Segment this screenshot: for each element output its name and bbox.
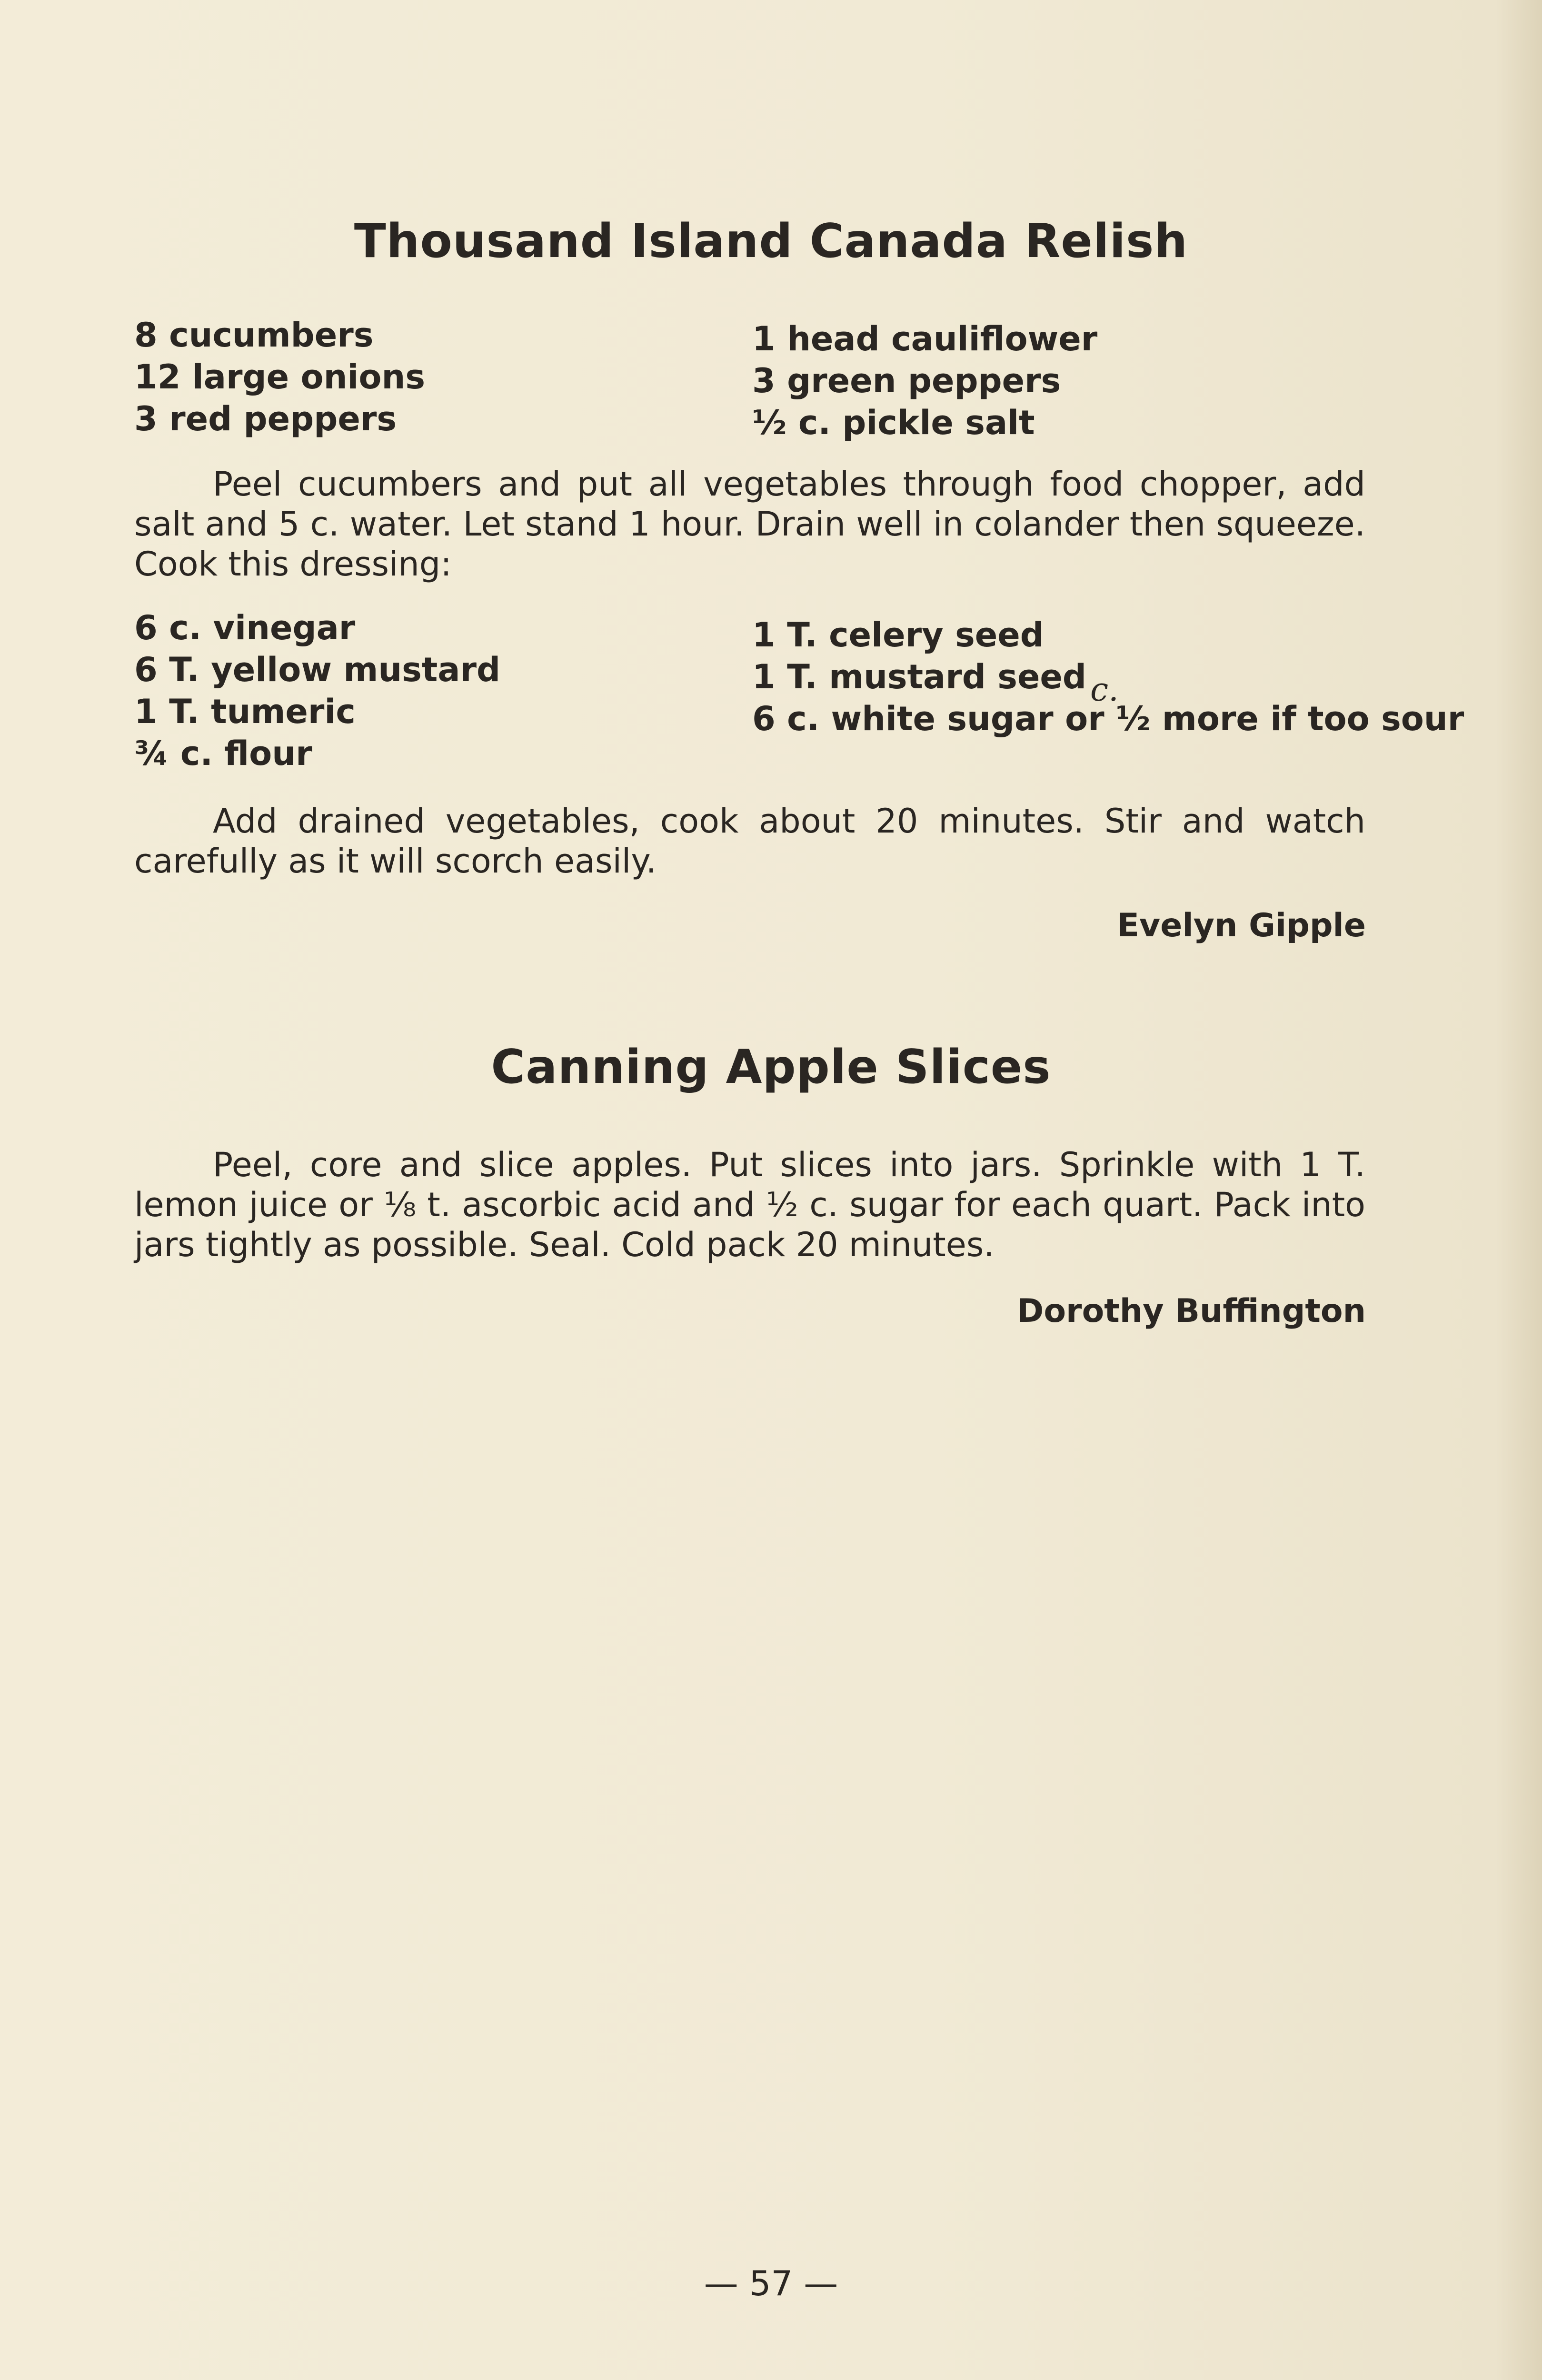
recipe-title: Thousand Island Canada Relish: [354, 214, 1188, 268]
ingredient: 1 T. tumeric: [134, 692, 356, 731]
page-number: — 57 —: [704, 2263, 838, 2303]
ingredient-list-right: [752, 318, 1097, 444]
ingredient-list-left: [134, 314, 425, 440]
recipe-author: Evelyn Gipple: [1117, 907, 1366, 944]
instructions-paragraph: Add drained vegetables, cook about 20 minutes. Stir and watch carefully as it will scorch easily.: [134, 802, 1365, 881]
ingredient: 6 c. white sugar or ½ more if too sour: [752, 699, 1464, 738]
recipe-author: Dorothy Buffington: [1016, 1292, 1366, 1330]
ingredient: 6 c. vinegar: [134, 608, 356, 647]
handwritten-annotation: c.: [1090, 671, 1119, 709]
instructions-paragraph: Peel cucumbers and put all vegetables through food chopper, add salt and 5 c. water. Let stand 1 hour. Drain well in colander then squeeze. Cook this dressing:: [134, 465, 1365, 584]
ingredient: 1 T. mustard seed: [752, 657, 1087, 696]
ingredient: 1 T. celery seed: [752, 615, 1044, 654]
ingredient: 1 head cauliflower: [752, 319, 1098, 358]
recipe-title: Canning Apple Slices: [491, 1040, 1051, 1094]
dressing-list-left: [134, 607, 500, 774]
instructions-paragraph: Peel, core and slice apples. Put slices into jars. Sprinkle with 1 T. lemon juice or ⅛ t. ascorbic acid and ½ c. sugar for each quart. Pack into jars tightly as possible. Seal. Cold pack 20 minutes.: [134, 1145, 1365, 1264]
ingredient: ¾ c. flour: [134, 734, 312, 773]
ingredient: 3 red peppers: [134, 399, 397, 438]
ingredient: 3 green peppers: [752, 361, 1061, 400]
ingredient: 8 cucumbers: [134, 316, 374, 355]
ingredient: 6 T. yellow mustard: [134, 650, 501, 689]
ingredient: 12 large onions: [134, 357, 425, 397]
ingredient: ½ c. pickle salt: [752, 403, 1035, 442]
